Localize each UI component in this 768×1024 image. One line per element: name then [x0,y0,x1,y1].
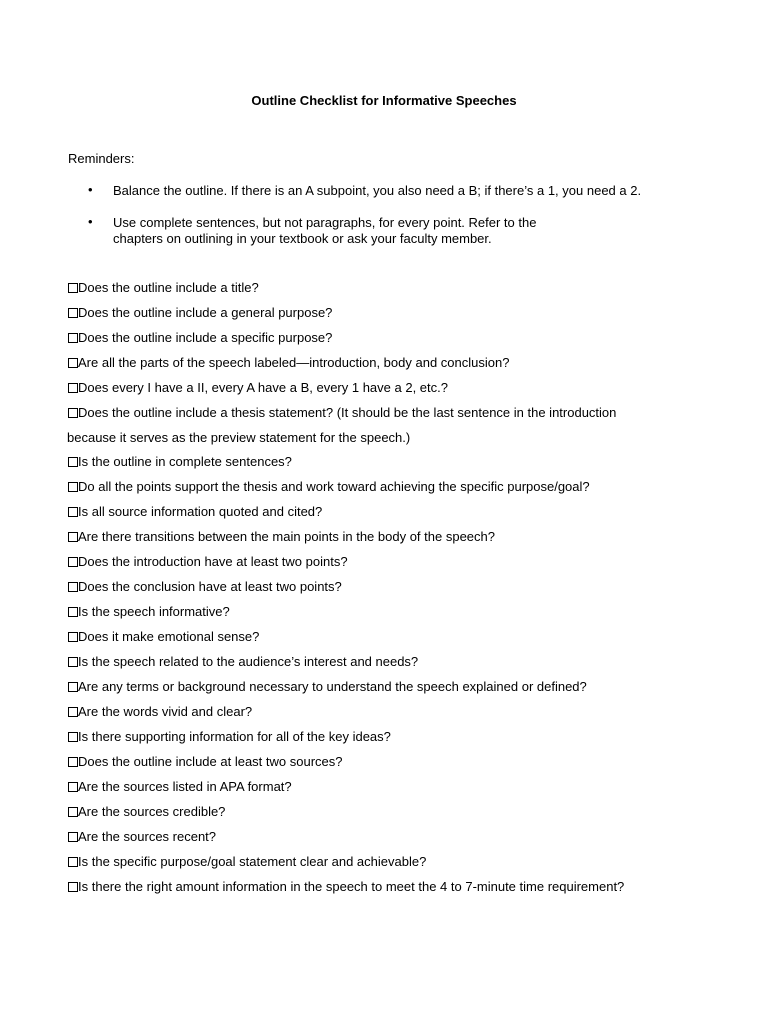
checkbox[interactable] [68,882,78,892]
checklist-item-text: Is the specific purpose/goal statement clear and achievable? [78,854,427,869]
checklist-item [68,330,708,355]
checklist-item-text: Are the words vivid and clear? [78,704,253,719]
bullet-icon: • [88,182,93,197]
checklist [68,280,708,904]
checkbox[interactable] [68,657,78,667]
checklist-item-text: Does every I have a II, every A have a B, every 1 have a 2, etc.? [78,380,448,395]
checklist-item [68,629,708,654]
checkbox[interactable] [68,333,78,343]
checklist-item [68,579,708,604]
checklist-item [68,729,708,754]
checklist-item [68,554,708,579]
checklist-item-text: Does the conclusion have at least two points? [78,579,342,594]
document-title: Outline Checklist for Informative Speeches [251,93,517,108]
checklist-item-text: Are the sources recent? [78,829,217,844]
checklist-item-text: Does it make emotional sense? [78,629,260,644]
checklist-item-text: Is the outline in complete sentences? [78,454,292,469]
checkbox[interactable] [68,582,78,592]
checkbox[interactable] [68,707,78,717]
checklist-item [68,754,708,779]
checkbox[interactable] [68,383,78,393]
bullet-icon: • [88,214,93,229]
checkbox[interactable] [68,283,78,293]
checklist-item [68,405,708,454]
checkbox[interactable] [68,308,78,318]
checklist-item-text: Are the sources listed in APA format? [78,779,292,794]
checkbox[interactable] [68,457,78,467]
checklist-item [68,380,708,405]
checkbox[interactable] [68,557,78,567]
checklist-item [68,704,708,729]
checklist-item-text: Does the outline include a thesis statement? (It should be the last sentence in the introduction [78,405,617,420]
checkbox[interactable] [68,682,78,692]
checklist-item [68,654,708,679]
checklist-item-text: Does the introduction have at least two points? [78,554,348,569]
checkbox[interactable] [68,757,78,767]
checkbox[interactable] [68,408,78,418]
checklist-item [68,679,708,704]
checkbox[interactable] [68,358,78,368]
checklist-item-text: Does the outline include at least two sources? [78,754,343,769]
checkbox[interactable] [68,632,78,642]
checklist-item [68,779,708,804]
checklist-item-text: Are any terms or background necessary to understand the speech explained or defined? [78,679,587,694]
checklist-item-text: Is there the right amount information in the speech to meet the 4 to 7-minute time requirement? [78,879,625,894]
checklist-item-text: Does the outline include a title? [78,280,259,295]
checkbox[interactable] [68,732,78,742]
checklist-item-continuation: because it serves as the preview statement for the speech.) [67,430,411,445]
checklist-item [68,529,708,554]
checklist-item [68,355,708,380]
checklist-item-text: Is there supporting information for all of the key ideas? [78,729,391,744]
checkbox[interactable] [68,832,78,842]
checkbox[interactable] [68,807,78,817]
checkbox[interactable] [68,507,78,517]
checklist-item-text: Is the speech related to the audience’s interest and needs? [78,654,419,669]
checklist-item [68,479,708,504]
checklist-item-text: Does the outline include a general purpose? [78,305,333,320]
checklist-item [68,804,708,829]
checklist-item [68,280,708,305]
checklist-item-text: Are the sources credible? [78,804,226,819]
checkbox[interactable] [68,857,78,867]
checklist-item-text: Is the speech informative? [78,604,230,619]
checklist-item [68,504,708,529]
reminder-item: Use complete sentences, but not paragraphs, for every point. Refer to the chapters on outlining in your textbook or ask your faculty member. [113,215,537,246]
checklist-item [68,454,708,479]
checklist-item-text: Do all the points support the thesis and work toward achieving the specific purpose/goal? [78,479,590,494]
checklist-item-text: Are there transitions between the main points in the body of the speech? [78,529,495,544]
checklist-item-text: Is all source information quoted and cited? [78,504,323,519]
checklist-item-text: Does the outline include a specific purpose? [78,330,333,345]
checklist-item-text: Are all the parts of the speech labeled—introduction, body and conclusion? [78,355,510,370]
checkbox[interactable] [68,532,78,542]
checklist-item [68,879,708,904]
checklist-item [68,829,708,854]
checklist-item [68,604,708,629]
reminder-item: Balance the outline. If there is an A subpoint, you also need a B; if there’s a 1, you need a 2. [113,183,642,198]
checklist-item [68,854,708,879]
checkbox[interactable] [68,607,78,617]
checklist-item [68,305,708,330]
reminders-label: Reminders: [68,151,135,166]
checkbox[interactable] [68,482,78,492]
checkbox[interactable] [68,782,78,792]
